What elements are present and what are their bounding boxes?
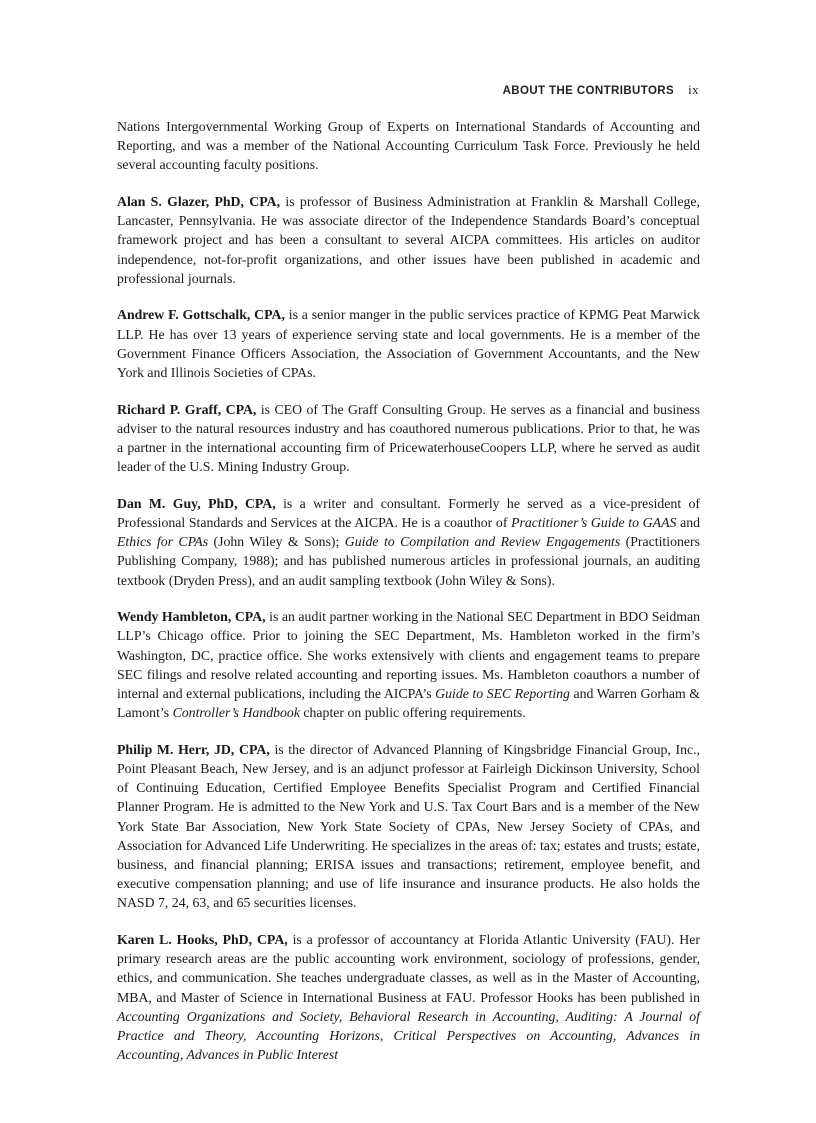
running-head <box>503 82 699 98</box>
contributor-bio: is a professor of accountancy at Florida Atlantic University (FAU). Her primary research areas are the public accounting work environment, sociology of professions, gender, ethics, and communication. She teaches undergraduate classes, as well as in the Master of Accounting, MBA, and Master of Science in International Business at FAU. Professor Hooks has been published in <box>117 932 700 1005</box>
contributor-bio: chapter on public offering requirements. <box>299 705 526 721</box>
contributor-bio: (Practitioners Publishing Company, 1988); and has published numerous articles in professional journals, an auditing textbook (Dryden Press), and an audit sampling textbook (John Wiley & Sons). <box>117 534 700 588</box>
contributor-name: Richard P. Graff, CPA, <box>117 401 257 417</box>
contributor-name: Dan M. Guy, PhD, CPA, <box>117 495 276 511</box>
contributor-bio: is an audit partner working in the National SEC Department in BDO Seidman LLP’s Chicago office. Prior to joining the SEC Department, Ms. Hambleton worked in the firm’s Washington, DC, practice office. She works extensively with clients and engagement teams to prepare SEC filings and resolve related accounting and reporting issues. Ms. Hambleton coauthors a number of internal and external publications, including the AICPA’s <box>117 609 700 702</box>
contributors-text <box>117 117 700 1082</box>
contributor-name: Karen L. Hooks, PhD, CPA, <box>117 932 288 948</box>
contributor-bio: is the director of Advanced Planning of Kingsbridge Financial Group, Inc., Point Pleasant Beach, New Jersey, and is an adjunct professor at Fairleigh Dickinson University, School of Continuing Education, Certified Employee Benefits Specialist Program and Certified Financial Planner Program. He is admitted to the New York and U.S. Tax Court Bars and is a member of the New York State Bar Association, New York State Society of CPAs, New Jersey Society of CPAs, and Association for Advanced Life Underwriting. He specializes in the areas of: tax; estates and trusts; estate, business, and financial planning; ERISA issues and transactions; retirement, employee benefit, and executive compensation planning; and use of life insurance and insurance products. He also holds the NASD 7, 24, 63, and 65 securities licenses. <box>117 741 700 911</box>
page-number: ix <box>688 82 699 97</box>
contributor-name: Alan S. Glazer, PhD, CPA, <box>117 194 281 209</box>
journal-titles: Accounting Organizations and Society, Behavioral Research in Accounting, Auditing: A Journal of Practice and Theory, Accounting Horizons, Critical Perspectives on Accounting, Advances in Accounting, Advances in Public Interest <box>117 1008 700 1063</box>
contributor-bio: is professor of Business Administration at Franklin & Marshall College, Lancaster, Pennsylvania. He was associate director of the Independence Standards Board’s conceptual framework project and has been a consultant to several AICPA committees. His articles on auditor independence, not-for-profit organizations, and other issues have been published in academic and professional journals. <box>117 194 700 286</box>
running-head-title: ABOUT THE CONTRIBUTORS <box>502 85 675 97</box>
contributor-entry-guy <box>117 494 700 590</box>
contributor-bio: and <box>676 515 700 531</box>
contributor-name: Philip M. Herr, JD, CPA, <box>117 741 270 757</box>
paragraph-text: Nations Intergovernmental Working Group of Experts on International Standards of Accounting and Reporting, and was a member of the National Accounting Curriculum Task Force. Previously he held several accounting faculty positions. <box>117 119 700 173</box>
book-title: Ethics for CPAs <box>117 534 209 550</box>
contributor-bio: is CEO of The Graff Consulting Group. He serves as a financial and business adviser to the natural resources industry and has coauthored numerous publications. Prior to that, he was a partner in the international accounting firm of PricewaterhouseCoopers LLP, where he served as audit leader of the U.S. Mining Industry Group. <box>117 401 701 475</box>
book-title: Guide to SEC Reporting <box>435 686 570 702</box>
contributor-name: Wendy Hambleton, CPA, <box>117 609 266 625</box>
book-title: Guide to Compilation and Review Engagements <box>344 534 621 550</box>
contributor-entry-hooks <box>117 930 700 1064</box>
contributor-entry-hambleton <box>117 607 700 722</box>
contributor-bio: is a writer and consultant. Formerly he served as a vice-president of Professional Standards and Services at the AICPA. He is a coauthor of <box>117 495 701 531</box>
contributor-entry-gottschalk <box>117 305 700 382</box>
contributor-bio: (John Wiley & Sons); <box>208 534 345 550</box>
contributor-entry-graff <box>117 400 700 477</box>
book-title: Practitioner’s Guide to GAAS <box>511 515 677 531</box>
paragraph-continuation <box>117 117 700 175</box>
book-title: Controller’s Handbook <box>172 705 300 721</box>
contributor-bio: and Warren Gorham & Lamont’s <box>117 686 700 721</box>
contributor-entry-glazer <box>117 192 700 288</box>
contributor-bio: is a senior manger in the public services practice of KPMG Peat Marwick LLP. He has over 13 years of experience serving state and local governments. He is a member of the Government Finance Officers Association, the Association of Government Accountants, and the New York and Illinois Societies of CPAs. <box>117 307 700 381</box>
contributor-entry-herr <box>117 740 700 913</box>
contributor-name: Andrew F. Gottschalk, CPA, <box>117 307 285 323</box>
